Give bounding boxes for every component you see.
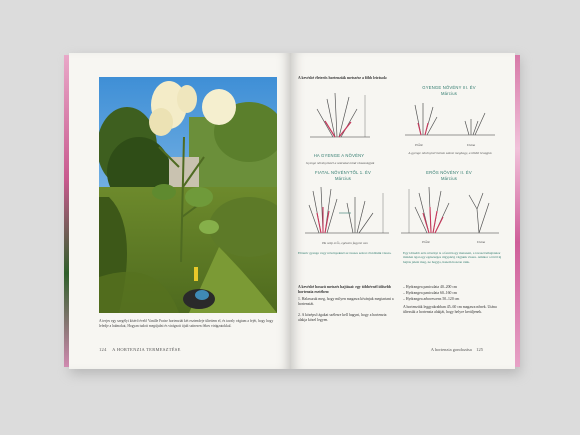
diagram4-title: ERŐS NÖVÉNY II. ÉV bbox=[426, 170, 472, 175]
left-folio bbox=[99, 347, 181, 352]
diagram2-title: GYENGE NÖVÉNY III. ÉV bbox=[422, 85, 476, 90]
list-right-item-1: – Hydrangea paniculata 40–200 cm bbox=[403, 285, 457, 289]
diagram-young-plant bbox=[303, 183, 391, 239]
photo-caption: A terjes egy szegélyt kísérő évelő Vanille Fraise hortenziát két esztendeje ültettem el, és tavaly vágtam a fejét, hogy hogy lefedje a halmokat, Hogyan tudott megújulni és virágzott újult színesen fékes virágzatokkal. bbox=[99, 319, 274, 328]
text-block-right: Egy idősebb erős növényt is a fenti hogy metszeni, a tavaszi kihajtáskor minden ágat egy egészséges rügypárig vágjunk vissza. Amikor a tőről új hajtás jelent meg, ne hagyja, hanem hozzon ránk. bbox=[403, 251, 502, 264]
list-left-item-1: 1. Halasszuk meg, hogy milyen magasra kívánjuk megtartani a hortenziát. bbox=[298, 297, 394, 306]
diagram2-sub: Március bbox=[440, 91, 458, 96]
diagram3-label: Ha szép erős, egészen fagyzsi van bbox=[322, 241, 368, 245]
diagram-weak-plant bbox=[305, 87, 375, 147]
list-right-item-4: A hortenziák leggyakrabban 45–60 cm magasra nőnek. Utána ültessük a hortenzia alakját, hogy helyre kerüljenek. bbox=[403, 305, 497, 314]
diagram2-before: Előtte bbox=[414, 143, 424, 147]
diagram-strong-plant bbox=[399, 183, 503, 239]
diagram4-sub: Március bbox=[440, 176, 458, 181]
diagram2-caption: A gyenge növénynél három szárat meghagy, a többit levágjuk bbox=[408, 151, 492, 155]
list-right-item-2: – Hydrangea paniculata 60–160 cm bbox=[403, 291, 457, 295]
list-left-item-2: 2. A középső ágakat szélesre kell hagyni, hogy a hortenzia alakja közel legyen. bbox=[298, 313, 387, 322]
section-title: A kevésbé hosszú metszés hajtásai: egy többévnél idősebb hortenzia esetében: bbox=[298, 285, 391, 294]
hydrangea-photo bbox=[99, 77, 277, 313]
diagram-weak-plant-year3 bbox=[403, 99, 498, 141]
diagram4-after: Utána bbox=[476, 240, 486, 244]
diagram3-title: FIATAL NÖVÉNYTŐL 1. ÉV bbox=[314, 170, 372, 175]
running-head: A hortenzia gondozása bbox=[430, 347, 472, 352]
right-page bbox=[291, 53, 515, 369]
diagram1-caption: Gyenge növényeknél a szárakat mind visszavágják bbox=[305, 161, 375, 165]
diagram4-before: Előtte bbox=[421, 240, 431, 244]
list-right-item-3: – Hydrangea arborescens 50–120 cm bbox=[403, 297, 460, 301]
diagram1-label: HA GYENGE A NÖVÉNY bbox=[313, 153, 365, 158]
open-book bbox=[64, 53, 520, 369]
intro-text: A kevésbé életerős hortenziák metszése a főbb leírások: bbox=[298, 76, 388, 80]
running-head: A HORTENZIA TERMESZTÉSE bbox=[112, 347, 181, 352]
page-number: 125 bbox=[476, 347, 483, 352]
page-number: 124 bbox=[99, 347, 107, 352]
text-block-left: Először gyenge vagy növényeknél az összes szárat rövidítsük vissza. bbox=[298, 251, 392, 255]
right-folio bbox=[431, 347, 483, 352]
left-page bbox=[69, 53, 291, 369]
diagram3-sub: Március bbox=[334, 176, 352, 181]
diagram2-after: Utána bbox=[466, 143, 476, 147]
